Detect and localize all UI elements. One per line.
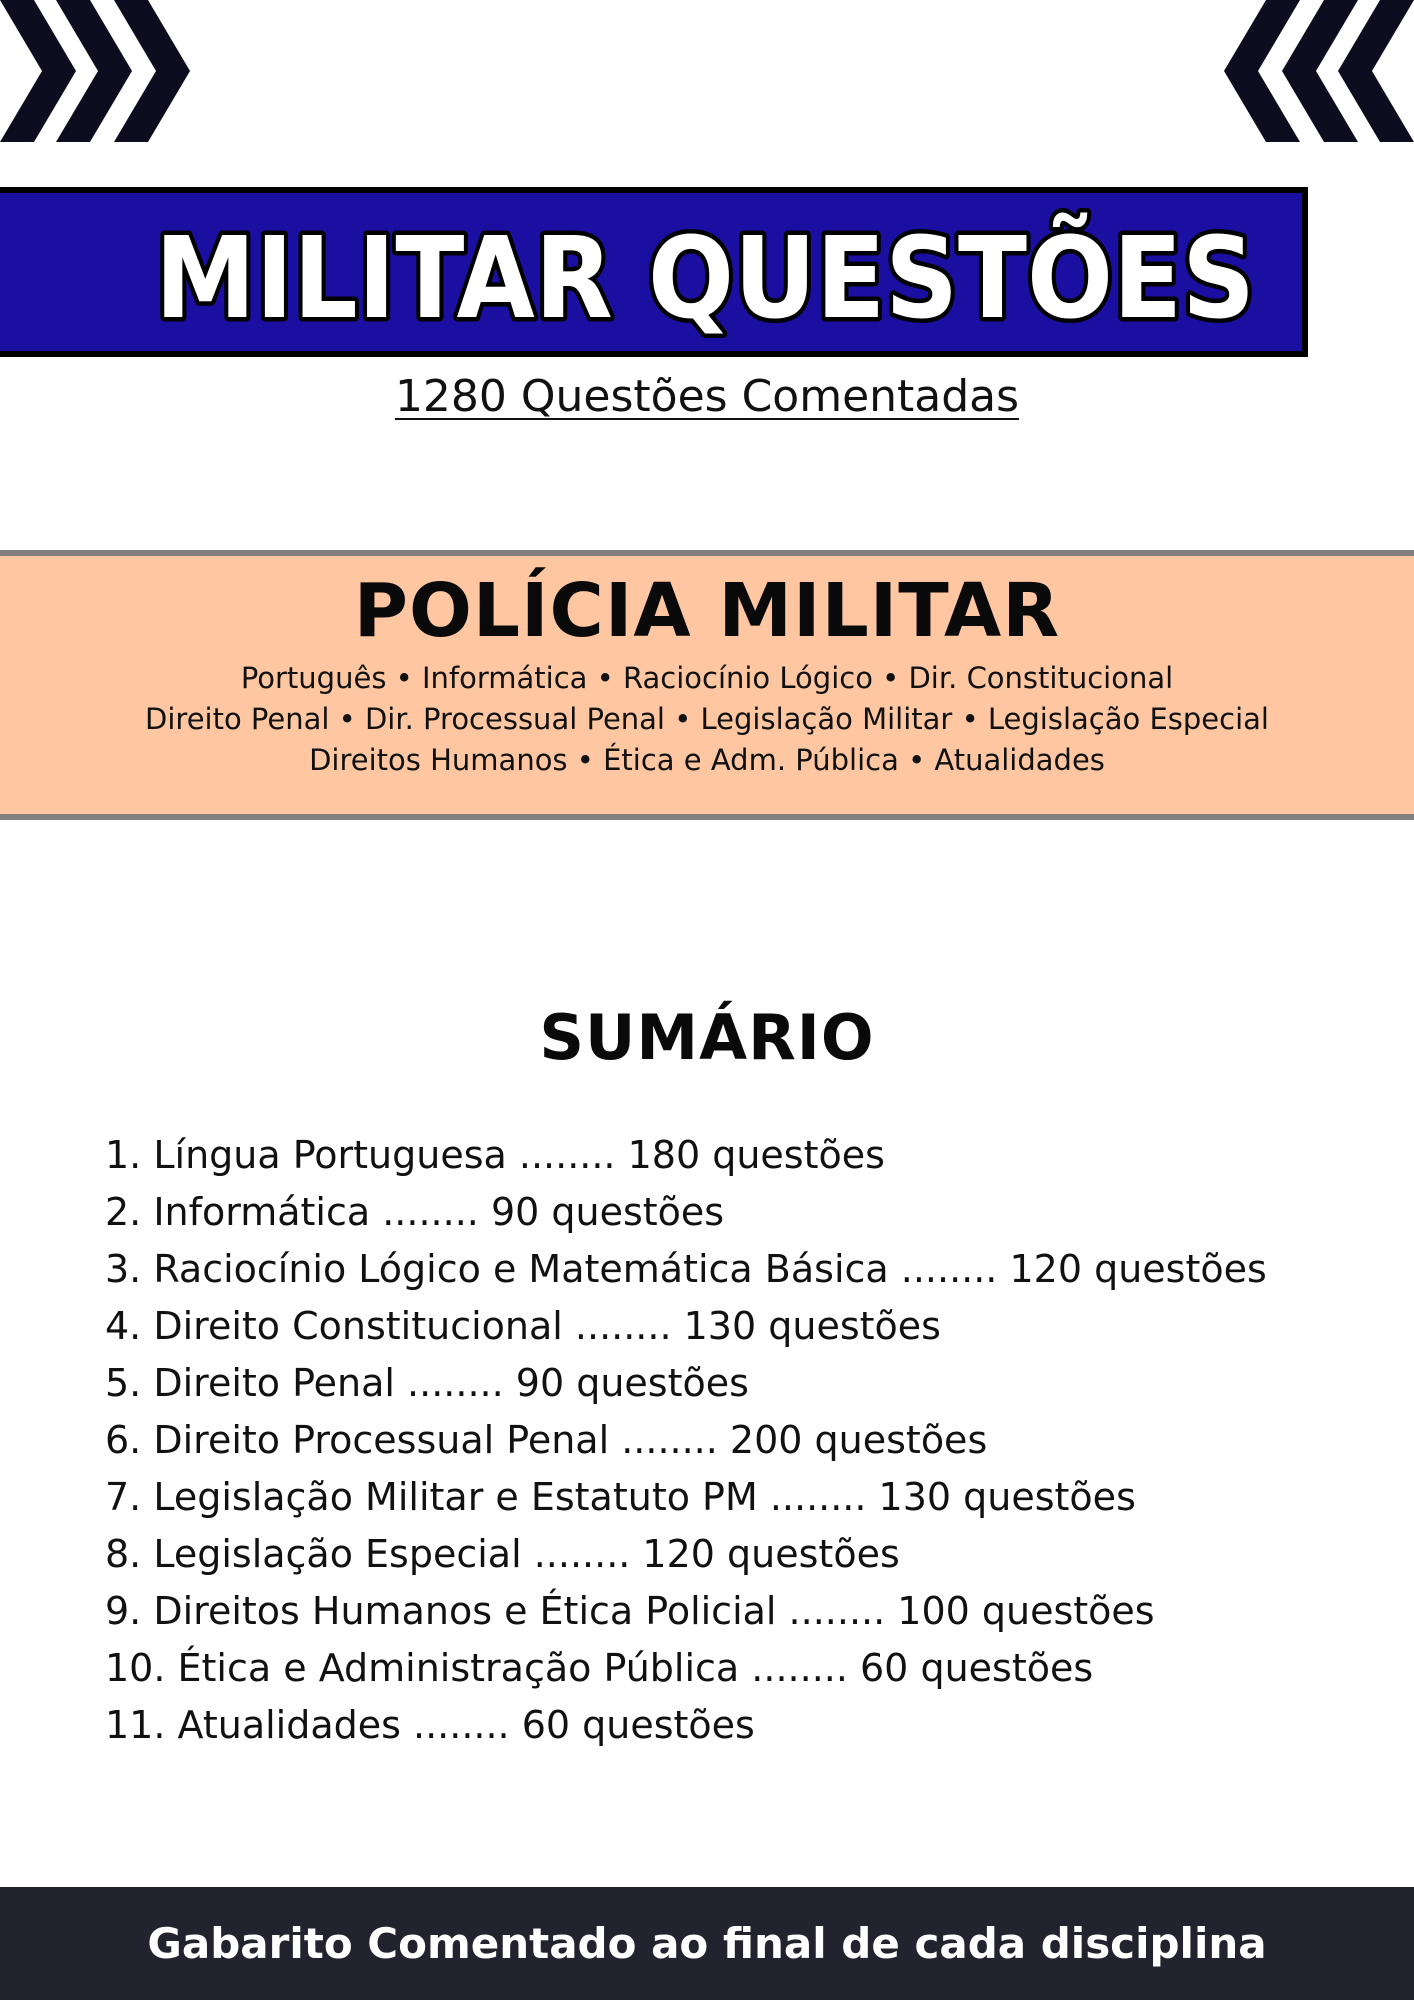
subjects-line: Português • Informática • Raciocínio Lógico • Dir. Constitucional — [240, 661, 1174, 695]
summary-list — [105, 1127, 1385, 1754]
subtitle: 1280 Questões Comentadas — [394, 371, 1020, 422]
chevron-right-icon — [0, 0, 200, 142]
list-item: 5. Direito Penal ........ 90 questões — [105, 1361, 749, 1405]
subjects-line: Direito Penal • Dir. Processual Penal • Legislação Militar • Legislação Especial — [145, 702, 1269, 736]
list-item: 7. Legislação Militar e Estatuto PM ........ 130 questões — [105, 1475, 1136, 1519]
list-item: 2. Informática ........ 90 questões — [105, 1190, 725, 1234]
list-item: 10. Ética e Administração Pública ........ 60 questões — [105, 1646, 1094, 1690]
subjects-list — [0, 658, 1414, 781]
list-item: 3. Raciocínio Lógico e Matemática Básica ........ 120 questões — [105, 1247, 1267, 1291]
main-title: MILITAR QUESTÕES — [155, 214, 1373, 344]
list-item: 6. Direito Processual Penal ........ 200 questões — [105, 1418, 988, 1462]
chevron-left-icon — [1214, 0, 1414, 142]
list-item: 9. Direitos Humanos e Ética Policial ........ 100 questões — [105, 1589, 1155, 1633]
subjects-line: Direitos Humanos • Ética e Adm. Pública • Atualidades — [309, 743, 1105, 777]
list-item: 11. Atualidades ........ 60 questões — [105, 1703, 755, 1747]
summary-title: SUMÁRIO — [539, 1001, 875, 1074]
list-item: 1. Língua Portuguesa ........ 180 questões — [105, 1133, 885, 1177]
list-item: 8. Legislação Especial ........ 120 questões — [105, 1532, 900, 1576]
title-graphic — [0, 188, 1414, 358]
list-item: 4. Direito Constitucional ........ 130 questões — [105, 1304, 941, 1348]
section-title: POLÍCIA MILITAR — [353, 568, 1061, 654]
footer-banner: Gabarito Comentado ao final de cada disciplina — [0, 1887, 1414, 2000]
